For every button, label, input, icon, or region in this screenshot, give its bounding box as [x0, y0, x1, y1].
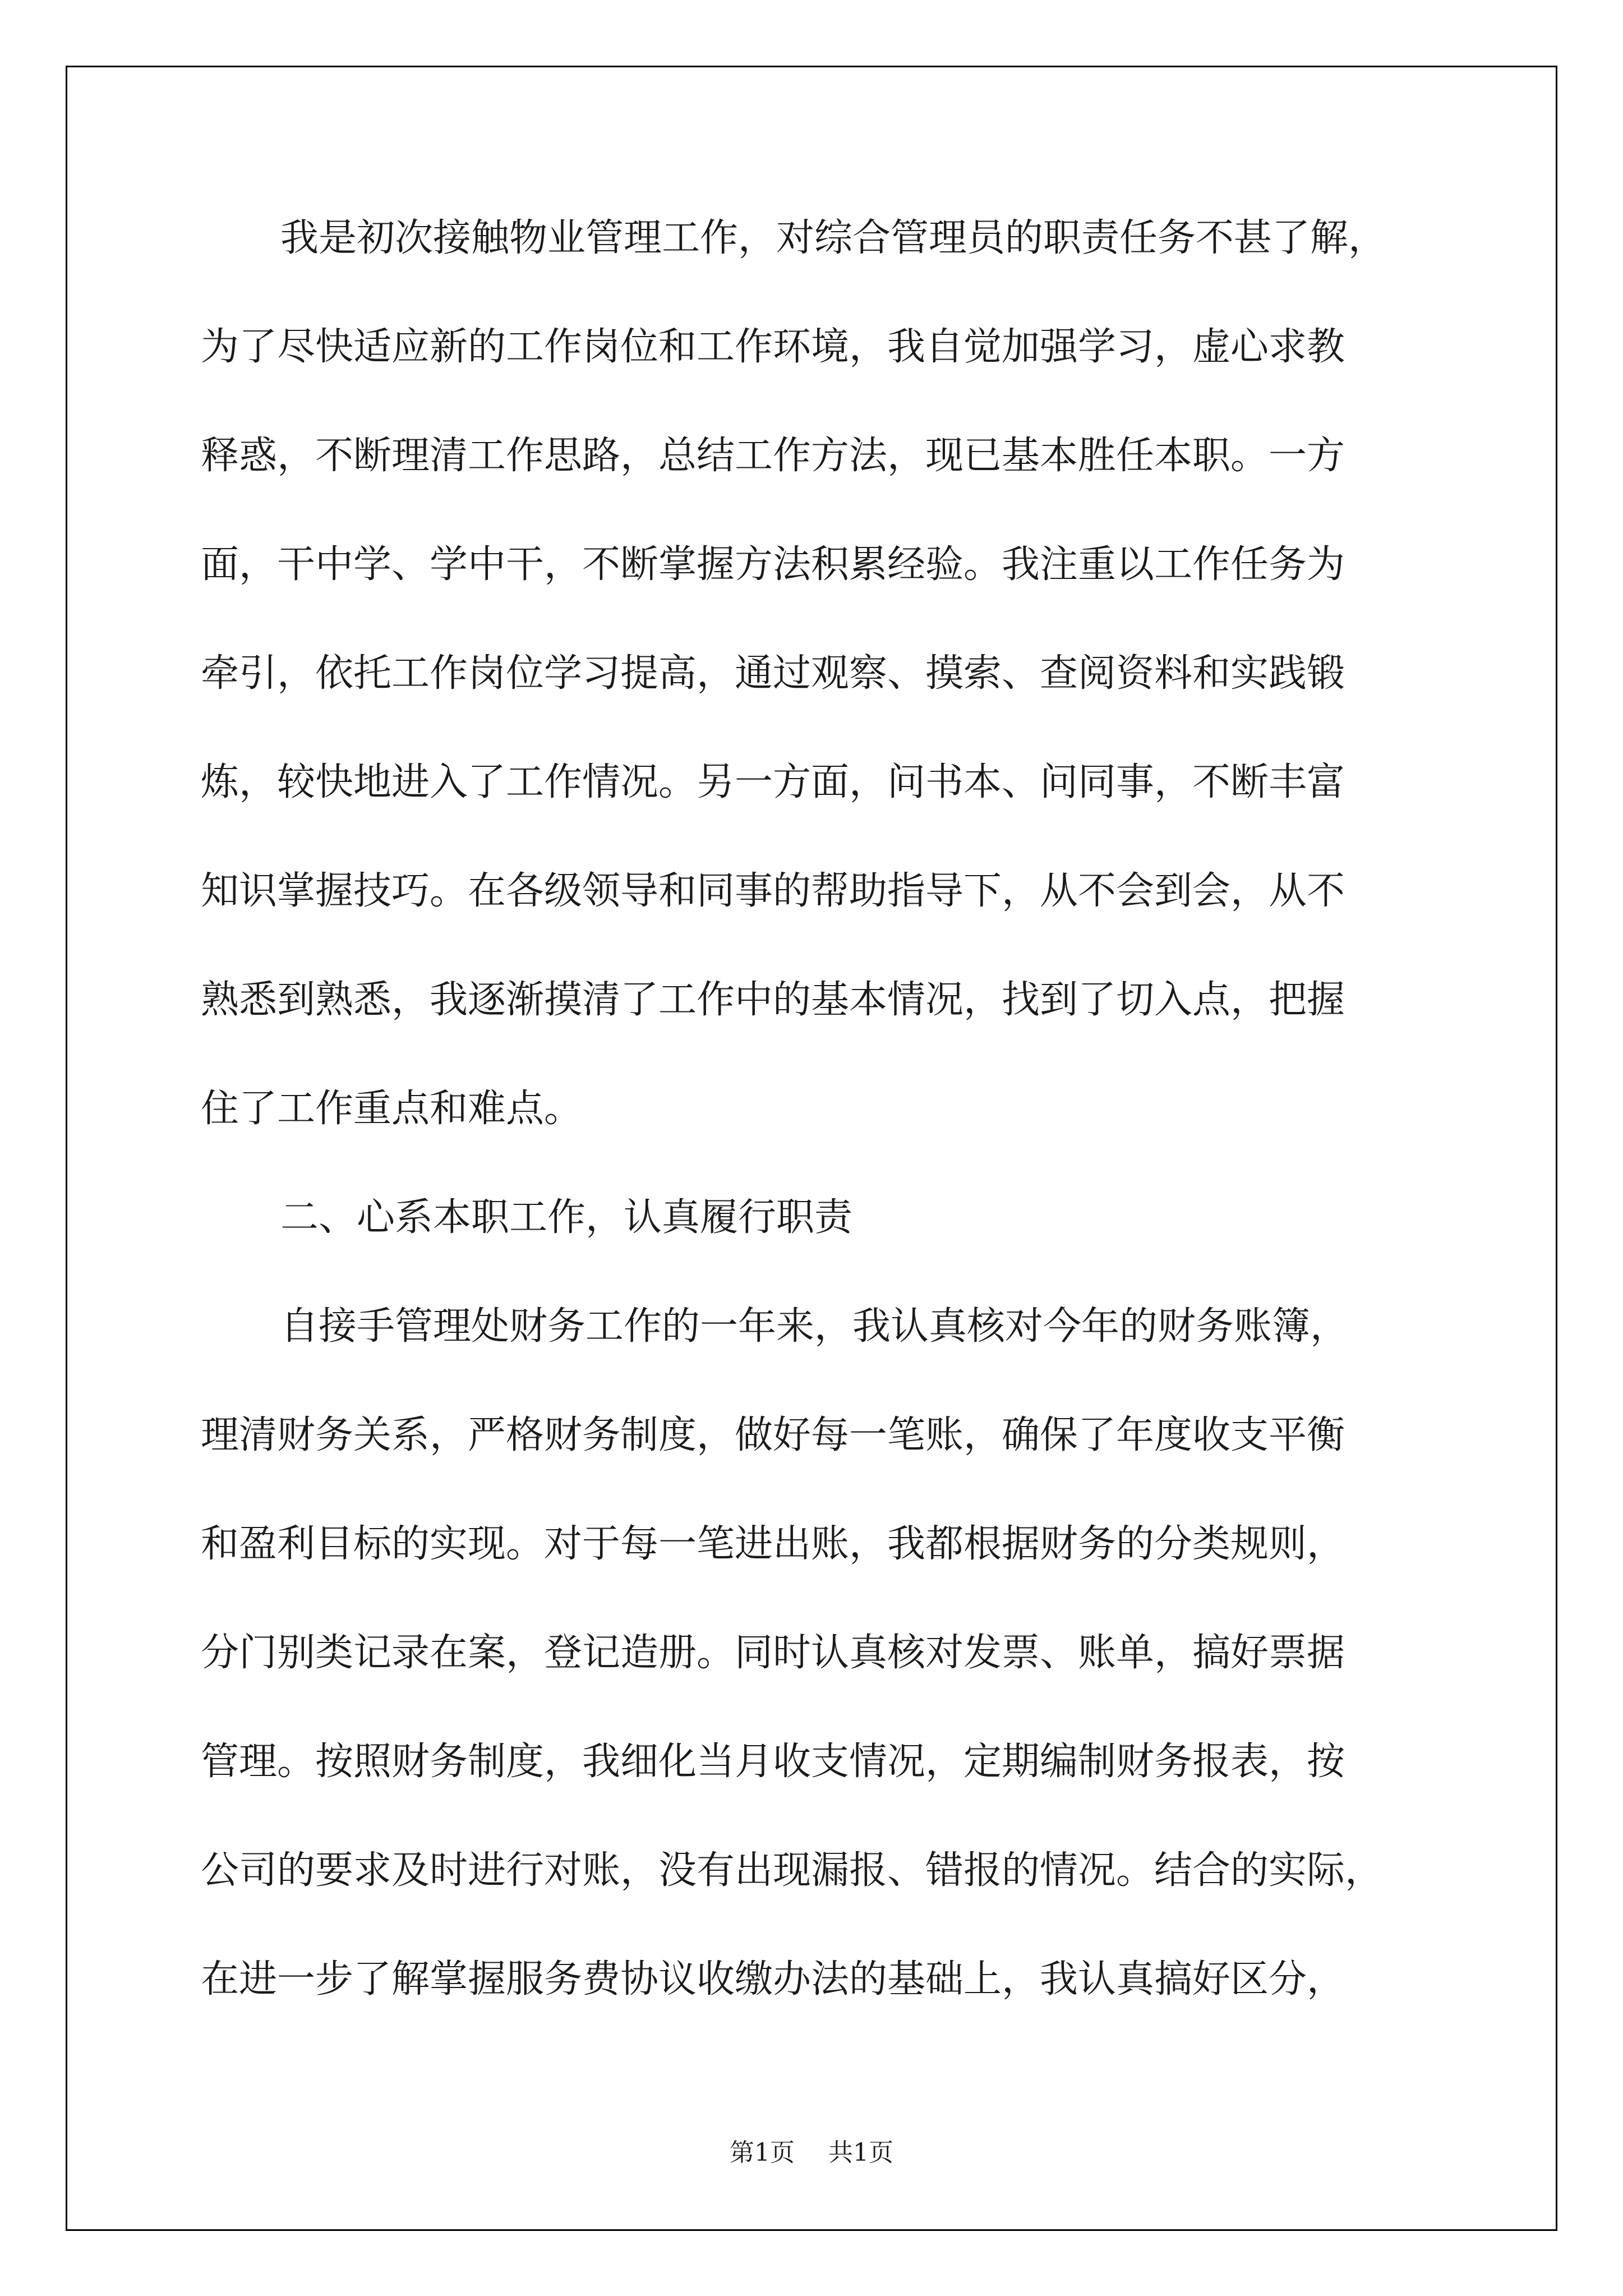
page-number: 第1页: [730, 2138, 795, 2167]
text-line: 面，干中学、学中干，不断掌握方法积累经验。我注重以工作任务为: [201, 542, 1345, 587]
text-line: 我是初次接触物业管理工作，对综合管理员的职责任务不甚了解，: [280, 216, 1387, 260]
text-line: 在进一步了解掌握服务费协议收缴办法的基础上，我认真搞好区分，: [201, 1957, 1345, 2001]
text-line: 熟悉到熟悉，我逐渐摸清了工作中的基本情况，找到了切入点，把握: [201, 978, 1345, 1022]
text-line: 分门别类记录在案，登记造册。同时认真核对发票、账单，搞好票据: [201, 1631, 1345, 1675]
text-line: 公司的要求及时进行对账，没有出现漏报、错报的情况。结合的实际，: [201, 1848, 1384, 1893]
text-line: 管理。按照财务制度，我细化当月收支情况，定期编制财务报表，按: [201, 1740, 1345, 1784]
text-line: 知识掌握技巧。在各级领导和同事的帮助指导下，从不会到会，从不: [201, 869, 1345, 913]
text-line: 释惑，不断理清工作思路，总结工作方法，现已基本胜任本职。一方: [201, 434, 1345, 478]
document-body: [201, 210, 1435, 2060]
text-line: 住了工作重点和难点。: [201, 1087, 583, 1131]
text-line: 二、心系本职工作，认真履行职责: [280, 1195, 853, 1240]
text-line: 牵引，依托工作岗位学习提高，通过观察、摸索、查阅资料和实践锻: [201, 651, 1345, 696]
text-line: 自接手管理处财务工作的一年来，我认真核对今年的财务账簿，: [280, 1304, 1349, 1349]
text-line: 和盈利目标的实现。对于每一笔进出账，我都根据财务的分类规则，: [201, 1522, 1345, 1566]
text-line: 理清财务关系，严格财务制度，做好每一笔账，确保了年度收支平衡: [201, 1413, 1345, 1457]
text-line: 为了尽快适应新的工作岗位和工作环境，我自觉加强学习，虚心求教: [201, 325, 1345, 369]
page-total: 共1页: [828, 2138, 893, 2167]
page-footer: [0, 2136, 1623, 2170]
text-line: 炼，较快地进入了工作情况。另一方面，问书本、问同事，不断丰富: [201, 760, 1345, 804]
